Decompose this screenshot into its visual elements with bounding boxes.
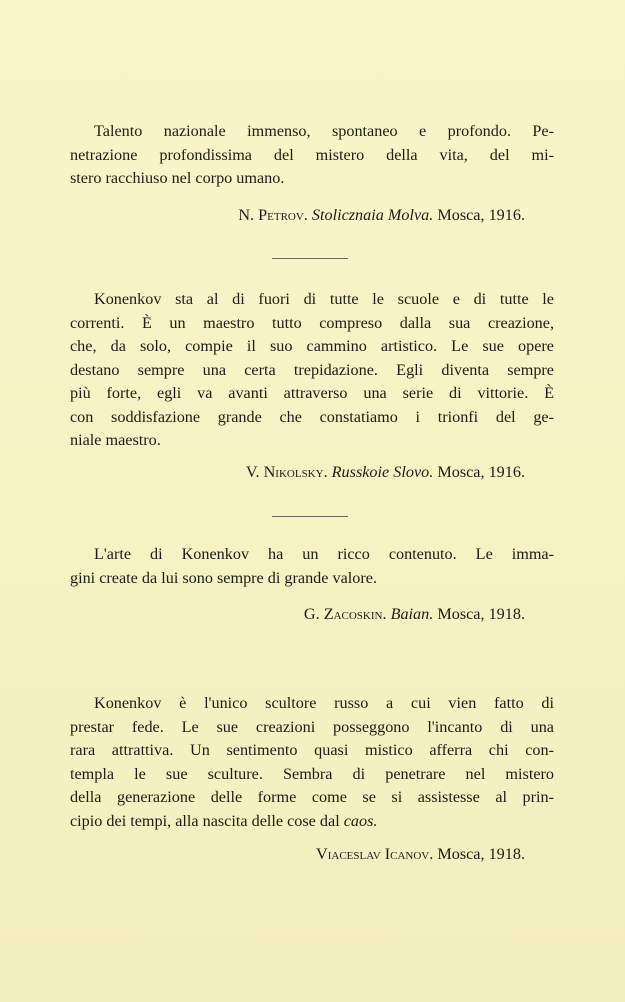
citation-nikolsky	[246, 463, 525, 482]
quote-line: netrazione profondissima del mistero della vita, del mi-	[70, 145, 554, 164]
quote-petrov	[70, 120, 554, 191]
cite-source: Baian.	[390, 605, 434, 623]
citation-petrov	[238, 206, 525, 225]
cite-place-date: Mosca, 1918.	[437, 845, 525, 863]
cite-author: Petrov.	[258, 206, 308, 224]
quote-line: rara attrattiva. Un sentimento quasi mistico afferra chi con-	[70, 741, 554, 759]
cite-author: Nikolsky.	[263, 463, 328, 481]
quote-line: gini create da lui sono sempre di grande valore.	[70, 568, 378, 587]
quote-line: Konenkov è l'unico scultore russo a cui vien fatto di	[94, 694, 554, 712]
quote-line: più forte, egli va avanti attraverso una serie di vittorie. È	[70, 384, 554, 402]
quote-nikolsky	[70, 288, 554, 453]
quote-line: con soddisfazione grande che constatiamo i trionfi del ge-	[70, 407, 554, 426]
quote-last-word: caos.	[343, 811, 378, 830]
quote-line-text: cipio dei tempi, alla nascita delle cose dal	[70, 811, 340, 830]
cite-source: Stolicznaia Molva.	[311, 206, 434, 224]
citation-icanov	[316, 845, 525, 864]
cite-initial: N.	[238, 206, 255, 224]
quote-line: destano sempre una certa trepidazione. Egli diventa sempre	[70, 360, 554, 379]
quote-line: L'arte di Konenkov ha un ricco contenuto. Le imma-	[94, 545, 554, 563]
quote-line	[70, 810, 554, 834]
cite-author: Zacoskin.	[323, 605, 387, 623]
quote-line: stero racchiuso nel corpo umano.	[70, 169, 285, 187]
quote-line: templa le sue sculture. Sembra di penetrare nel mistero	[70, 764, 554, 783]
cite-initial: G.	[303, 605, 320, 623]
cite-author: Viaceslav Icanov.	[316, 845, 434, 863]
quote-line: Konenkov sta al di fuori di tutte le scuole e di tutte le	[94, 290, 554, 308]
quote-icanov	[70, 692, 554, 833]
cite-place-date: Mosca, 1918.	[437, 605, 525, 623]
quote-line: che, da solo, compie il suo cammino artistico. Le sue opere	[70, 337, 554, 355]
quote-line: niale maestro.	[70, 431, 161, 449]
citation-zacoskin	[304, 605, 525, 624]
quote-line: prestar fede. Le sue creazioni posseggono l'incanto di una	[70, 717, 554, 736]
cite-place-date: Mosca, 1916.	[437, 463, 525, 481]
quote-line: Talento nazionale immenso, spontaneo e profondo. Pe-	[94, 122, 554, 140]
quote-line: correnti. È un maestro tutto compreso dalla sua creazione,	[70, 313, 554, 332]
cite-source: Russkoie Slovo.	[331, 463, 434, 481]
quote-line: della generazione delle forme come se si assistesse al prin-	[70, 788, 554, 806]
quote-zacoskin	[70, 543, 554, 590]
cite-place-date: Mosca, 1916.	[437, 206, 525, 224]
separator-rule	[272, 516, 348, 517]
cite-initial: V.	[245, 463, 260, 481]
separator-rule	[272, 258, 348, 259]
